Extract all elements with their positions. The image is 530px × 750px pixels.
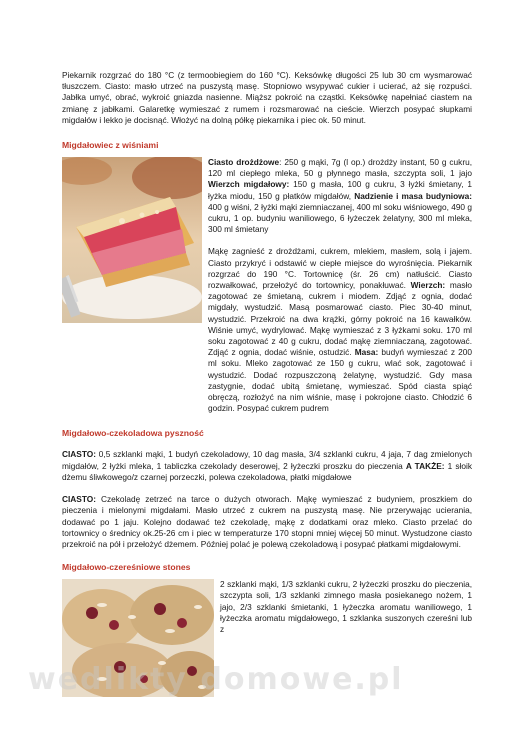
recipe2-ingredients: CIASTO: 0,5 szklanki mąki, 1 budyń czekoladowy, 10 dag masła, 3/4 szklanki cukru, 4 jaja, 7 dag zmielonych migdałów, 2 łyżki mleka, 1 tabliczka czekolady deserowej, 2 łyżeczki proszku do pieczenia A TAKŻE: 1 słoik dżemu śliwkowego/z czarnej porzeczki, polewa czekoladowa, płatki migdałowe: [62, 449, 473, 482]
label-ciasto-method: CIASTO:: [62, 494, 96, 505]
document-page: [62, 70, 472, 635]
label-nadzienie: Nadzienie i masa budyniowa:: [354, 190, 473, 201]
recipe1-method-1: Mąkę zagnieść z drożdżami, cukrem, mlekiem, masłem, solą i jajem. Ciasto przykryć i odstawić w ciepłe miejsce do wyrośnięcia. Piekarnik rozgrzać do 190 °C. Tortownicę (śr. 26 cm) natłuścić. Ciasto rozwałkować, przełożyć do tortownicy, ponakłuwać. Wierzch: masło zagotować ze śmietaną, cukrem i miodem. Zdjąć z ognia, dodać migdały, wystudzić. Masą posmarować ciasto. Piec 30-40 minut, wystudzić. Przekroić na dwa krążki, górny pokroić na 16 kawałków. Wiśnie umyć, wydrylować. Mąkę wymieszać z 3 łyżkami soku. 170 ml soku zagotować z 40 g cukru, dodać mąkę ziemniaczaną, zagotować. Zdjąć z ognia, dodać wiśnie, ostudzić. Masa: budyń wymieszać z 200 ml soku. Mleko zagotować ze 150 g cukru, wlać sok, zagotować i wystudzić. Dodać rozpuszczoną żelatynę, wystudzić. Gdy masa zastygnie, dodać ubitą śmietanę, wymieszać. Spód ciasta spiąć obręczą, rozłożyć na nim wiśnie, masę i pokrojone ciasto. Chłodzić 6 godzin. Posypać cukrem pudrem: [208, 246, 473, 414]
intro-paragraph: Piekarnik rozgrzać do 180 °C (z termoobiegiem do 160 °C). Keksówkę długości 25 lub 30 cm wysmarować tłuszczem. Ciasto: masło utrzeć na puszystą masę. Stopniowo wsypywać cukier i ucierać, aż się rozpuści. Jabłka umyć, obrać, wykroić gniazda nasienne. Miąższ pokroić na cząstki. Keksówkę napełniać ciastem na zmianę z jabłkami. Galaretkę wymieszać z rumem i rozsmarować na cieście. Wierzch posypać słupkami migdałów i lekko je docisnąć. Włożyć na dolną półkę piekarnika i piec ok. 50 minut.: [62, 70, 472, 125]
recipe-title-stones: Migdałowo-czereśniowe stones: [62, 562, 191, 573]
label-masa: Masa:: [354, 347, 379, 358]
watermark: wedlikty domowe.pl: [28, 662, 404, 697]
recipe1-ingredients: Ciasto drożdżowe: 250 g mąki, 7g (l op.) drożdży instant, 50 g cukru, 120 ml ciepłego mleka, 50 g płynnego masła, szczypta soli, 1 jajo Wierzch migdałowy: 150 g masła, 100 g cukru, 3 łyżki śmietany, 1 łyżka miodu, 150 g płatków migdałów, Nadzienie i masa budyniowa: 400 g wiśni, 2 łyżki mąki ziemniaczanej, 400 ml soku wiśniowego, 490 g cukru, 1 op. budyniu waniliowego, 6 łyżeczek żelatyny, 300 ml mleka, 300 ml śmietany: [208, 157, 473, 235]
recipe-title-czekoladowa: Migdałowo-czekoladowa pyszność: [62, 428, 204, 439]
recipe2-method: CIASTO: Czekoladę zetrzeć na tarce o dużych otworach. Mąkę wymieszać z budyniem, proszkiem do pieczenia i mielonymi migdałami. Masło utrzeć z cukrem na puszystą masę. Nie przerywając ucierania, dodawać po 1 jaju. Kolejno dodawać też czekoladę, mąkę z dodatkami oraz mleko. Ciasto przelać do tortownicy o średnicy ok.25-26 cm i piec w temperaturze 170 stopni mniej więcej 50 minut. Wystudzone ciasto przekroić na pół i przełożyć dżemem. Później polać je polewą czekoladową i posypać płatkami migdałowymi.: [62, 494, 472, 549]
cake-cherry-photo: [62, 157, 202, 323]
recipe3-block: [62, 579, 472, 635]
recipe-title-migdalowiec: Migdałowiec z wiśniami: [62, 140, 159, 151]
label-ciasto-drozdzowe: Ciasto drożdżowe: [208, 157, 280, 168]
label-a-takze: A TAKŻE:: [405, 460, 445, 471]
label-wierzch-migdalowy: Wierzch migdałowy:: [208, 179, 290, 190]
label-wierzch: Wierzch:: [410, 280, 446, 291]
label-ciasto: CIASTO:: [62, 449, 96, 460]
recipe1-block: [62, 157, 472, 414]
recipe3-text: 2 szklanki mąki, 1/3 szklanki cukru, 2 łyżeczki proszku do pieczenia, szczypta soli, 1/3 szklanki zimnego masła posiekanego nożem, 1 jajo, 2/3 szklanki śmietanki, 1 łyżeczka aromatu waniliowego, 1 łyżeczka aromatu migdałowego, 1 szklanka suszonych czereśni lub z: [220, 579, 472, 634]
